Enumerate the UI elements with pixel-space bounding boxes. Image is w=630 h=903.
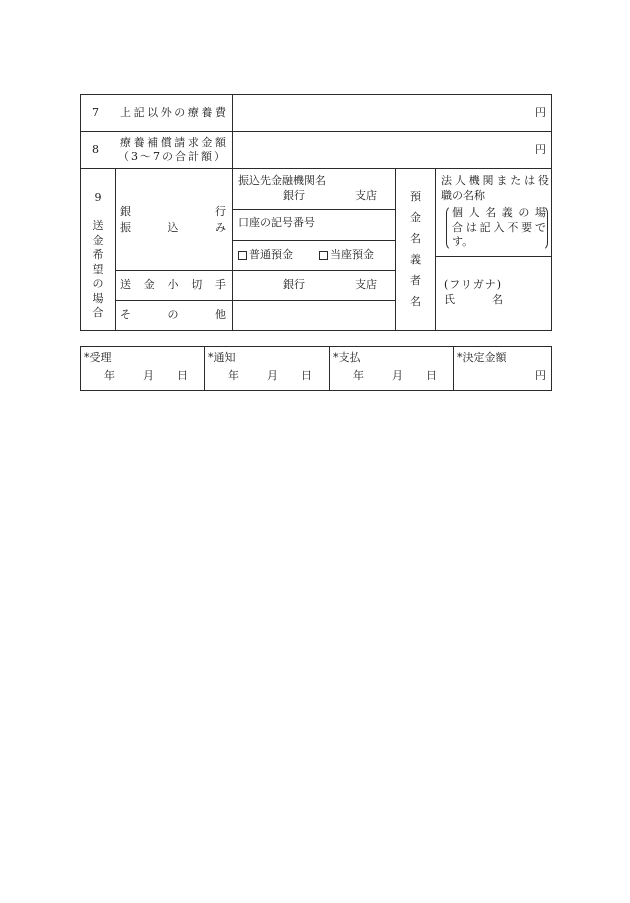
bank-suffix: 銀行 (283, 189, 305, 202)
account-number-cell (232, 209, 396, 241)
other-method-cell (115, 300, 233, 331)
corporate-label-line1: 法 人 機 関 ま た は 役 (441, 174, 549, 187)
ordinary-deposit-label: 普通預金 (249, 248, 293, 261)
row9-heading-cell (80, 168, 116, 331)
decided-amount-yen-unit: 円 (535, 369, 546, 382)
account-type-cell (232, 240, 396, 271)
individual-note-line2: 合 は 記 入 不 要 で (452, 221, 546, 234)
branch-suffix: 支店 (355, 189, 377, 202)
check-bank-suffix: 銀行 (283, 278, 305, 291)
notified-cell (204, 346, 330, 391)
received-month: 月 (143, 369, 154, 382)
checking-deposit-checkbox (319, 251, 328, 260)
received-year: 年 (104, 369, 115, 382)
decided-amount-cell (453, 346, 552, 391)
bank-transfer-label-line1: 銀 行 (120, 205, 226, 218)
notified-label: *通知 (208, 351, 236, 364)
paid-month: 月 (392, 369, 403, 382)
corporate-label-line2: 職の名称 (441, 189, 485, 202)
corporate-name-cell (435, 168, 552, 257)
holder-name-cell (435, 256, 552, 331)
row7-yen-unit: 円 (535, 106, 546, 119)
received-cell (80, 346, 205, 391)
row7-label-cell (80, 94, 233, 132)
furigana-label: (フリガナ) (444, 278, 503, 291)
row8-label-cell (80, 131, 233, 169)
individual-note-line3: す。 (452, 235, 474, 248)
checking-deposit-label: 当座預金 (330, 248, 374, 261)
bank-transfer-label-line2: 振 込 み (120, 221, 226, 234)
notified-month: 月 (267, 369, 278, 382)
received-label: *受理 (84, 351, 112, 364)
paid-year: 年 (353, 369, 364, 382)
row8-amount-cell (232, 131, 552, 169)
holder-name-label: 氏 名 (444, 293, 503, 306)
remittance-check-label: 送 金 小 切 手 (120, 278, 226, 291)
ordinary-deposit-checkbox (238, 251, 247, 260)
check-branch-suffix: 支店 (355, 278, 377, 291)
received-day: 日 (177, 369, 188, 382)
bank-transfer-cell (115, 168, 233, 271)
row8-label: 療 養 補 償 請 求 金 額 (120, 136, 226, 149)
individual-note-line1: 個 人 名 義 の 場 (452, 206, 546, 219)
check-bank-cell (232, 270, 396, 301)
row7-amount-cell (232, 94, 552, 132)
other-method-label: そ の 他 (120, 308, 226, 321)
row8-yen-unit: 円 (535, 143, 546, 156)
paid-label: *支払 (333, 351, 361, 364)
notified-day: 日 (301, 369, 312, 382)
institution-label: 振込先金融機関名 (238, 174, 326, 187)
remittance-check-cell (115, 270, 233, 301)
paid-day: 日 (426, 369, 437, 382)
row9-number: 9 (94, 191, 102, 204)
row8-number: 8 (92, 143, 99, 156)
individual-note-bracket (446, 205, 548, 251)
row7-number: 7 (92, 106, 99, 119)
decided-amount-label: *決定金額 (457, 351, 507, 364)
other-detail-cell (232, 300, 396, 331)
notified-year: 年 (228, 369, 239, 382)
account-holder-heading-cell (395, 168, 436, 331)
account-number-label: 口座の記号番号 (238, 216, 315, 229)
paid-cell (329, 346, 454, 391)
row9-heading-vertical: 送 金 希 望 の 場 合 (92, 219, 104, 319)
account-holder-heading-vertical: 預 金 名 義 者 名 (410, 190, 421, 308)
row8-sublabel: （3～7の合計額） (118, 150, 227, 163)
row7-label: 上 記 以 外 の 療 養 費 (120, 106, 226, 119)
bank-name-cell (232, 168, 396, 210)
